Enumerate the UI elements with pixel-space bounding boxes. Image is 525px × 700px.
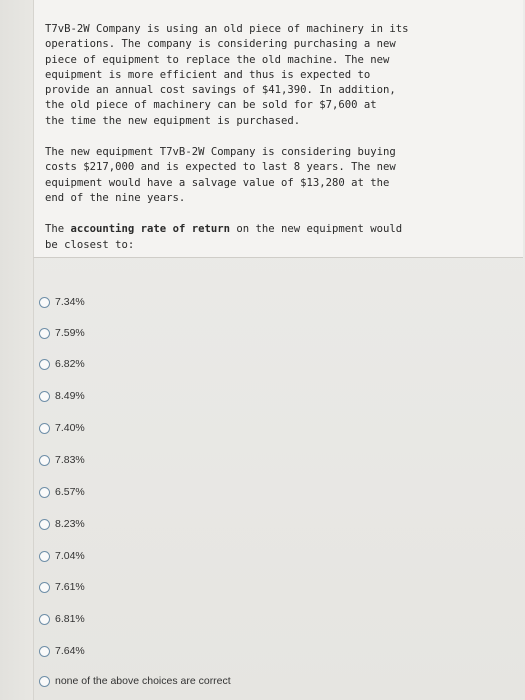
option-4[interactable] [39, 387, 85, 405]
option-label: 8.23% [55, 518, 85, 530]
question-paragraph-1: T7vB-2W Company is using an old piece of machinery in its operations. The company is considering purchasing a new piece of equipment to replace the old machine. The new equipment is more efficient and thus is expected to provide an annual cost savings of $41,390. In addition, the old piece of machinery can be sold for $7,600 at the time the new equipment is purchased. [45, 23, 409, 127]
radio-button[interactable] [39, 359, 50, 370]
option-2[interactable] [39, 324, 85, 342]
question-panel [33, 0, 523, 257]
question-prompt [45, 222, 513, 253]
radio-button[interactable] [39, 582, 50, 593]
radio-button[interactable] [39, 423, 50, 434]
option-label: 7.40% [55, 422, 85, 434]
option-11[interactable] [39, 610, 85, 628]
option-label: 7.61% [55, 581, 85, 593]
option-label: 7.83% [55, 454, 85, 466]
prompt-bold-term: accounting rate of return [70, 223, 230, 236]
option-5[interactable] [39, 419, 85, 437]
question-paragraph-2: The new equipment T7vB-2W Company is considering buying costs $217,000 and is expected to last 8 years. The new equipment would have a salvage value of $13,280 at the end of the nine years. [45, 146, 396, 204]
radio-button[interactable] [39, 676, 50, 687]
radio-button[interactable] [39, 519, 50, 530]
radio-button[interactable] [39, 455, 50, 466]
option-12[interactable] [39, 642, 85, 660]
option-10[interactable] [39, 578, 85, 596]
option-3[interactable] [39, 355, 85, 373]
option-label: 7.64% [55, 645, 85, 657]
option-label: 6.82% [55, 358, 85, 370]
option-label: 7.59% [55, 327, 85, 339]
option-6[interactable] [39, 451, 85, 469]
option-label: 7.04% [55, 550, 85, 562]
option-label: none of the above choices are correct [55, 675, 231, 687]
option-8[interactable] [39, 515, 85, 533]
radio-button[interactable] [39, 551, 50, 562]
radio-button[interactable] [39, 487, 50, 498]
option-label: 6.81% [55, 613, 85, 625]
option-13[interactable] [39, 672, 231, 690]
prompt-text-after: on the new equipment would be closest to: [45, 223, 403, 251]
option-1[interactable] [39, 293, 85, 311]
radio-button[interactable] [39, 646, 50, 657]
radio-button[interactable] [39, 328, 50, 339]
option-9[interactable] [39, 547, 85, 565]
radio-button[interactable] [39, 614, 50, 625]
option-label: 6.57% [55, 486, 85, 498]
radio-button[interactable] [39, 391, 50, 402]
option-7[interactable] [39, 483, 85, 501]
answer-options [33, 257, 523, 700]
left-margin [0, 0, 33, 700]
option-label: 8.49% [55, 390, 85, 402]
option-label: 7.34% [55, 296, 85, 308]
prompt-text-before: The [45, 223, 71, 236]
radio-button[interactable] [39, 297, 50, 308]
